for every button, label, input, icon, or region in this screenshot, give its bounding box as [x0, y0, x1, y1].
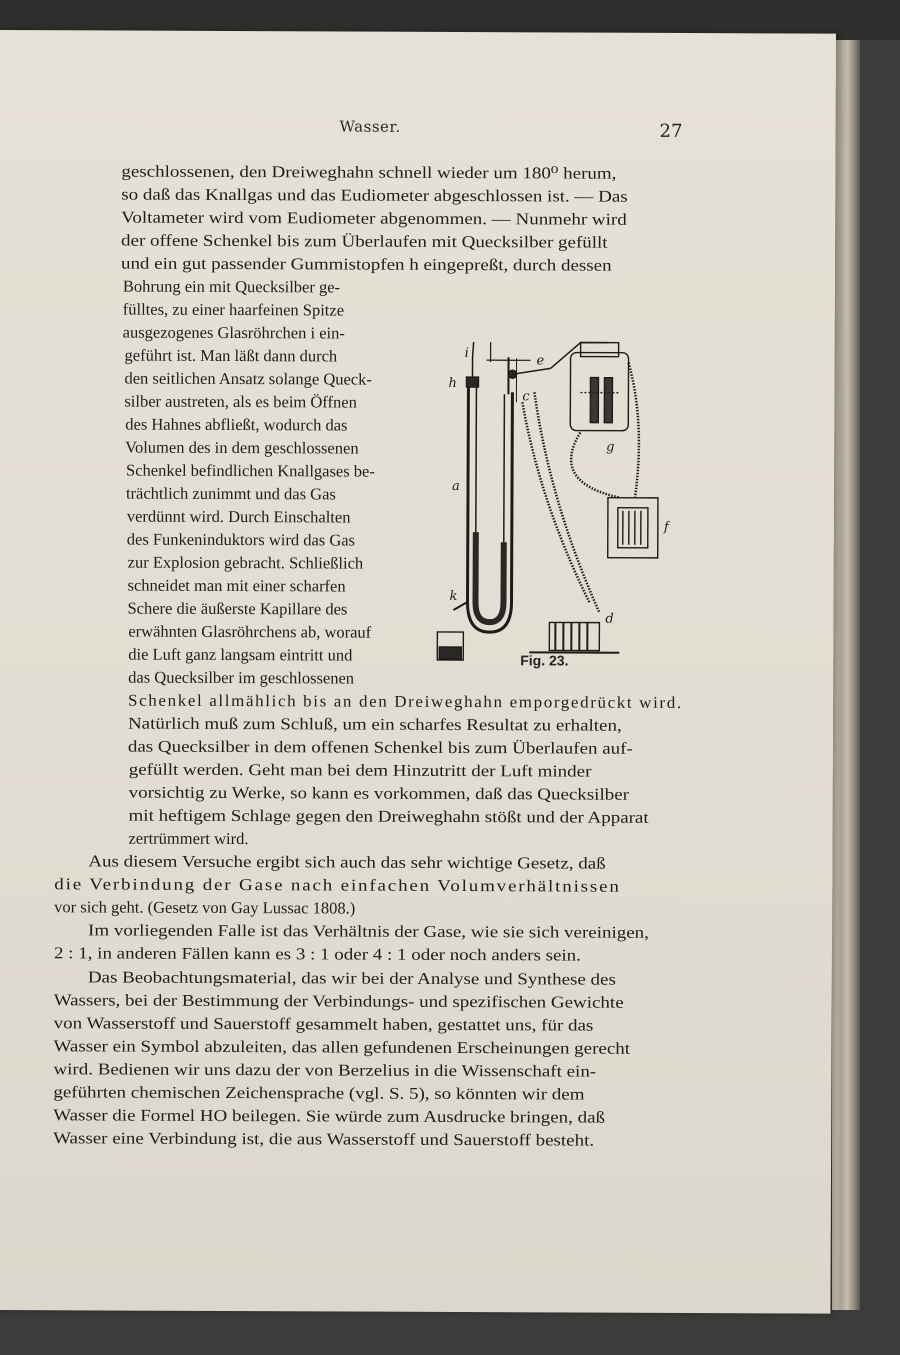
text-line: Aus diesem Versuche ergibt sich auch das sehr wichtige Gesetz, daß [88, 851, 606, 873]
text-line: Voltameter wird vom Eudiometer abgenommen. — Nunmehr wird [121, 207, 627, 229]
text-line: das Quecksilber im geschlossenen [128, 667, 355, 688]
text-line: den seitlichen Ansatz solange Queck- [124, 368, 372, 389]
text-line: Natürlich muß zum Schluß, um ein scharfes Resultat zu erhalten, [127, 713, 622, 735]
text-line: zur Explosion gebracht. Schließlich [127, 552, 364, 573]
book-page [0, 30, 836, 1314]
label-a: a [451, 478, 460, 495]
label-d: d [605, 611, 614, 627]
label-f: f [663, 519, 669, 535]
text-line: erwähnten Glasröhrchens ab, worauf [128, 621, 372, 642]
label-g: g [606, 439, 615, 455]
text-line: silber austreten, als es beim Öffnen [124, 391, 357, 412]
text-line: geführten chemischen Zeichensprache (vgl. S. 5), so könnten wir dem [53, 1082, 585, 1104]
text-line: 2 : 1, in anderen Fällen kann es 3 : 1 oder 4 : 1 oder noch anders sein. [53, 943, 581, 965]
text-line: Wasser ein Symbol abzuleiten, das allen gefundenen Erscheinungen gerecht [53, 1036, 631, 1058]
label-c: c [522, 389, 530, 405]
text-line: und ein gut passender Gummistopfen h eingepreßt, durch dessen [120, 253, 612, 275]
text-line: vorsichtig zu Werke, so kann es vorkommen, daß das Quecksilber [128, 782, 630, 804]
stopper-h [466, 377, 478, 387]
battery [608, 498, 658, 558]
text-line: ausgezogenes Glasröhrchen i ein- [122, 322, 345, 343]
page-edges [832, 40, 860, 1310]
text-line: verdünnt wird. Durch Einschalten [126, 506, 351, 527]
text-line: das Quecksilber in dem offenen Schenkel bis zum Überlaufen auf- [127, 736, 633, 758]
figure-caption: Fig. 23. [520, 652, 569, 669]
text-line: geschlossenen, den Dreiweghahn schnell wieder um 180⁰ herum, [121, 161, 617, 183]
label-i: i [464, 346, 469, 362]
text-line: gefüllt werden. Geht man bei dem Hinzutritt der Luft minder [128, 759, 592, 781]
text-line: von Wasserstoff und Sauerstoff gesammelt haben, gestattet uns, für das [53, 1013, 594, 1035]
text-line: Schenkel allmählich bis an den Dreiweghahn emporgedrückt wird. [128, 690, 683, 712]
text-line: Volumen des in dem geschlossenen [125, 437, 359, 458]
text-line: Im vorliegenden Falle ist das Verhältnis der Gase, wie sie sich vereinigen, [88, 920, 649, 942]
voltameter-jar [570, 352, 628, 430]
text-line: Wassers, bei der Bestimmung der Verbindungs- und spezifischen Gewichte [53, 990, 624, 1012]
label-k: k [449, 588, 458, 605]
text-line: zertrümmert wird. [128, 828, 249, 849]
label-h: h [448, 375, 457, 391]
text-line: die Luft ganz langsam eintritt und [128, 644, 353, 665]
text-line: fülltes, zu einer haarfeinen Spitze [122, 299, 345, 320]
text-line: des Funkeninduktors wird das Gas [126, 529, 356, 550]
text-line: Schere die äußerste Kapillare des [127, 598, 348, 619]
apparatus-illustration [429, 302, 671, 663]
induction-coil [549, 622, 599, 650]
text-line: Schenkel befindlichen Knallgases be- [126, 460, 375, 481]
text-line: trächtlich zunimmt und das Gas [125, 483, 336, 504]
text-line: vor sich geht. (Gesetz von Gay Lussac 1808.) [54, 897, 356, 918]
label-e: e [536, 353, 545, 369]
text-line: geführt ist. Man läßt dann durch [124, 345, 338, 366]
text-line: wird. Bedienen wir uns dazu der von Berzelius in die Wissenschaft ein- [53, 1059, 597, 1081]
text-line: Das Beobachtungsmaterial, das wir bei der Analyse und Synthese des [87, 967, 616, 989]
text-line: der offene Schenkel bis zum Überlaufen mit Quecksilber gefüllt [121, 230, 608, 252]
text-line: so daß das Knallgas und das Eudiometer abgeschlossen ist. — Das [121, 184, 628, 206]
text-line: die Verbindung der Gase nach einfachen Volumverhältnissen [54, 874, 621, 896]
text-line: mit heftigem Schlage gegen den Dreiweghahn stößt und der Apparat [128, 805, 649, 827]
running-title: Wasser. [339, 117, 401, 136]
text-line: des Hahnes abfließt, wodurch das [125, 414, 348, 435]
text-line: Wasser die Formel HO beilegen. Sie würde zum Ausdrucke bringen, daß [53, 1105, 606, 1127]
text-line: Bohrung ein mit Quecksilber ge- [122, 276, 341, 297]
text-line: Wasser eine Verbindung ist, die aus Wasserstoff und Sauerstoff besteht. [53, 1128, 595, 1150]
page-number: 27 [659, 120, 683, 142]
text-line: schneidet man mit einer scharfen [127, 575, 346, 596]
